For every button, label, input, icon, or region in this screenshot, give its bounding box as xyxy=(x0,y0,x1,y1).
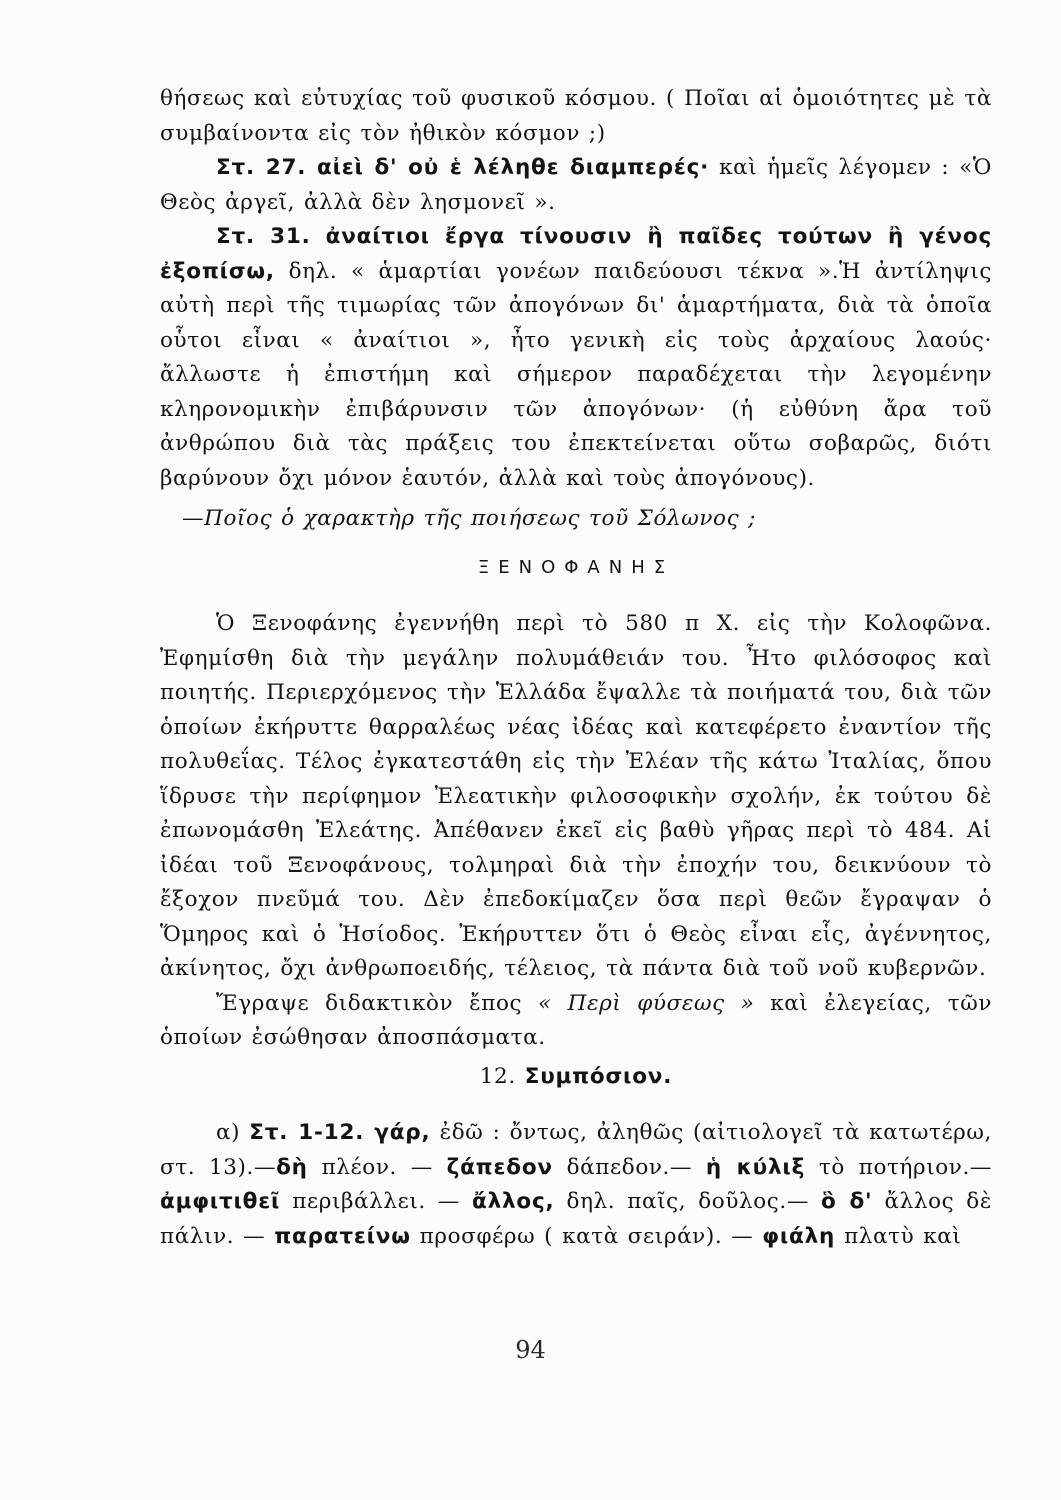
lemma: ζάπεδον xyxy=(446,1154,553,1180)
sub-heading-number: 12. xyxy=(479,1063,516,1089)
question-solon: —Ποῖος ὁ χαρακτὴρ τῆς ποιήσεως τοῦ Σόλωνος ; xyxy=(182,506,757,531)
note-text: ἄλλος δὲ πάλιν. — xyxy=(160,1189,992,1249)
page-text xyxy=(160,82,992,1254)
verse-reference-31: Στ. 31. ἀναίτιοι ἔργα τίνουσιν ἢ παῖδες τούτων ἢ γένος ἐξοπίσω, xyxy=(160,224,992,284)
lemma: δὴ xyxy=(276,1154,308,1180)
paragraph-continuation: θήσεως καὶ εὐτυχίας τοῦ φυσικοῦ κόσμου. ( Ποῖαι αἱ ὁμοιότητες μὲ τὰ συμβαίνοντα εἰς τὸν ἠθικὸν κόσμον ;) xyxy=(160,86,992,146)
lemma: ὃ δ' xyxy=(821,1189,873,1214)
note-text: προσφέρω ( κατὰ σειράν). — xyxy=(410,1223,763,1249)
paragraph-notes-a xyxy=(160,1116,992,1254)
note-text: τὸ ποτήριον.— xyxy=(805,1154,992,1180)
lemma: ἄλλος, xyxy=(472,1189,555,1214)
note-text: δάπεδον.— xyxy=(552,1154,706,1180)
lemma: ἡ κύλιξ xyxy=(705,1154,806,1180)
paragraph-xenophanes-bio: Ὁ Ξενοφάνης ἐγεννήθη περὶ τὸ 580 π Χ. εἰς τὴν Κολοφῶνα. Ἐφημίσθη διὰ τὴν μεγάλην πολυμάθειάν του. Ἦτο φιλόσοφος καὶ ποιητής. Περιερχόμενος τὴν Ἑλλάδα ἔψαλλε τὰ ποιήματά του, διὰ τῶν ὁποίων ἐκήρυττε θαρραλέως νέας ἰδέας καὶ κατεφέρετο ἐναντίον τῆς πολυθεΐας. Τέλος ἐγκατεστάθη εἰς τὴν Ἐλέαν τῆς κάτω Ἰταλίας, ὅπου ἵδρυσε τὴν περίφημον Ἐλεατικὴν φιλοσοφικὴν σχολήν, ἐκ τούτου δὲ ἐπωνομάσθη Ἐλεάτης. Ἀπέθανεν ἐκεῖ εἰς βαθὺ γῆρας περὶ τὸ 484. Αἱ ἰδέαι τοῦ Ξενοφάνους, τολμηραὶ διὰ τὴν ἐποχήν του, δεικνύουν τὸ ἔξοχον πνεῦμά του. Δὲν ἐπεδοκίμαζεν ὅσα περὶ θεῶν ἔγραψαν ὁ Ὅμηρος καὶ ὁ Ἡσίοδος. Ἐκήρυττεν ὅτι ὁ Θεὸς εἶναι εἷς, ἀγέννητος, ἀκίνητος, ὄχι ἀνθρωποειδής, τέλειος, τὰ πάντα διὰ τοῦ νοῦ κυβερνῶν. xyxy=(160,611,992,981)
note-text: περιβάλλει. — xyxy=(280,1189,472,1214)
sub-heading-symposion xyxy=(160,1060,992,1095)
verse-reference-27: Στ. 27. αἰεὶ δ' οὐ ἑ λέληθε διαμπερές· xyxy=(216,155,710,180)
commentary-27: καὶ ἡμεῖς λέγομεν : «Ὁ Θεὸς ἀργεῖ, ἀλλὰ δὲν λησμονεῖ ». xyxy=(160,155,993,215)
lemma: παρατείνω xyxy=(274,1223,411,1249)
section-heading-xenophanes: ΞΕΝΟΦΑΝΗΣ xyxy=(477,556,675,578)
sub-heading-title: Συμπόσιον. xyxy=(524,1063,673,1089)
note-label: α) xyxy=(216,1120,250,1145)
note-text: δηλ. παῖς, δοῦλος.— xyxy=(554,1189,822,1214)
paragraph-line-31 xyxy=(160,220,992,496)
paragraph-line-27 xyxy=(160,151,992,220)
work-title: « Περὶ φύσεως » xyxy=(538,990,755,1016)
page-number: 94 xyxy=(515,1336,546,1364)
note-text: πλέον. — xyxy=(307,1154,447,1180)
commentary-31: δηλ. « ἁμαρτίαι γονέων παιδεύουσι τέκνα ».Ἡ ἀντίληψις αὐτὴ περὶ τῆς τιμωρίας τῶν ἀπογόνων δι' ἁμαρτήματα, διὰ τὰ ὁποῖα οὗτοι εἶναι « ἀναίτιοι », ἦτο γενικὴ εἰς τοὺς ἀρχαίους λαούς· ἄλλωστε ἡ ἐπιστήμη καὶ σήμερον παραδέχεται τὴν λεγομένην κληρονομικὴν ἐπιβάρυνσιν τῶν ἀπογόνων· (ἡ εὐθύνη ἄρα τοῦ ἀνθρώπου διὰ τὰς πράξεις του ἐπεκτείνεται οὕτω σοβαρῶς, διότι βαρύνουν ὄχι μόνον ἑαυτόν, ἀλλὰ καὶ τοὺς ἀπογόνους). xyxy=(160,258,992,491)
note-text: πλατὺ καὶ xyxy=(835,1223,962,1249)
works-text-a: Ἔγραψε διδακτικὸν ἔπος xyxy=(216,990,538,1016)
lemma: φιάλη xyxy=(762,1223,836,1249)
verse-reference-1-12: Στ. 1-12. γάρ, xyxy=(249,1120,431,1145)
works-text-b: καὶ ἐλεγείας, τῶν ὁποίων ἐσώθησαν ἀποσπάσματα. xyxy=(160,990,992,1050)
lemma: ἀμφιτιθεῖ xyxy=(160,1189,281,1214)
paragraph-xenophanes-works xyxy=(160,987,992,1056)
note-text: ἐδῶ : ὄντως, ἀληθῶς (αἰτιολογεῖ τὰ κατωτέρω, στ. 13).— xyxy=(160,1120,992,1180)
